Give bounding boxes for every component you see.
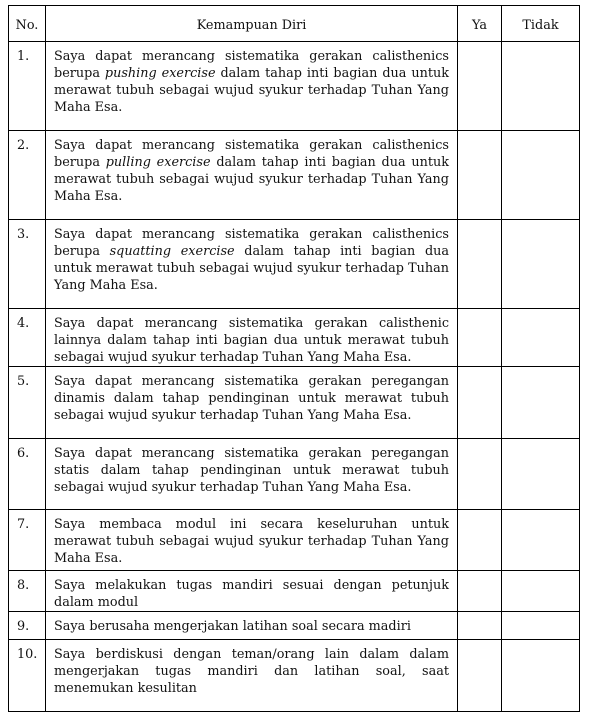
table-row [9, 131, 580, 220]
row-number: 8. [9, 571, 46, 612]
row-description: Saya dapat merancang sistematika gerakan peregangan statis dalam tahap pendinginan untuk merawat tubuh sebagai wujud syukur terhadap Tuhan Yang Maha Esa. [46, 439, 458, 510]
row-number: 9. [9, 612, 46, 640]
ya-cell[interactable] [458, 131, 502, 220]
table-row [9, 367, 580, 439]
table-row [9, 612, 580, 640]
tidak-cell[interactable] [502, 42, 580, 131]
tidak-cell[interactable] [502, 439, 580, 510]
table-header-row [9, 6, 580, 42]
row-description: Saya melakukan tugas mandiri sesuai dengan petunjuk dalam modul [46, 571, 458, 612]
row-description: Saya dapat merancang sistematika gerakan peregangan dinamis dalam tahap pendinginan untuk merawat tubuh sebagai wujud syukur terhadap Tuhan Yang Maha Esa. [46, 367, 458, 439]
row-description: Saya dapat merancang sistematika gerakan calisthenics berupa pulling exercise dalam tahap inti bagian dua untuk merawat tubuh sebagai wujud syukur terhadap Tuhan Yang Maha Esa. [46, 131, 458, 220]
row-description: Saya berdiskusi dengan teman/orang lain dalam dalam mengerjakan tugas mandiri dan latihan soal, saat menemukan kesulitan [46, 640, 458, 712]
row-number: 7. [9, 510, 46, 571]
tidak-cell[interactable] [502, 131, 580, 220]
ya-cell[interactable] [458, 612, 502, 640]
ya-cell[interactable] [458, 309, 502, 367]
row-description: Saya berusaha mengerjakan latihan soal secara madiri [46, 612, 458, 640]
row-number: 1. [9, 42, 46, 131]
row-number: 10. [9, 640, 46, 712]
header-ya: Ya [458, 6, 502, 42]
table-row [9, 309, 580, 367]
ya-cell[interactable] [458, 42, 502, 131]
ya-cell[interactable] [458, 220, 502, 309]
self-assessment-table [8, 5, 580, 712]
tidak-cell[interactable] [502, 571, 580, 612]
table-row [9, 439, 580, 510]
ya-cell[interactable] [458, 367, 502, 439]
header-kemampuan-diri: Kemampuan Diri [46, 6, 458, 42]
table-row [9, 510, 580, 571]
table-row [9, 220, 580, 309]
row-number: 6. [9, 439, 46, 510]
ya-cell[interactable] [458, 439, 502, 510]
row-description: Saya membaca modul ini secara keseluruhan untuk merawat tubuh sebagai wujud syukur terhadap Tuhan Yang Maha Esa. [46, 510, 458, 571]
row-number: 3. [9, 220, 46, 309]
row-number: 4. [9, 309, 46, 367]
tidak-cell[interactable] [502, 220, 580, 309]
table-row [9, 571, 580, 612]
tidak-cell[interactable] [502, 510, 580, 571]
row-number: 2. [9, 131, 46, 220]
ya-cell[interactable] [458, 571, 502, 612]
table-row [9, 640, 580, 712]
row-description: Saya dapat merancang sistematika gerakan calisthenics berupa squatting exercise dalam tahap inti bagian dua untuk merawat tubuh sebagai wujud syukur terhadap Tuhan Yang Maha Esa. [46, 220, 458, 309]
tidak-cell[interactable] [502, 367, 580, 439]
row-number: 5. [9, 367, 46, 439]
row-description: Saya dapat merancang sistematika gerakan calisthenics berupa pushing exercise dalam tahap inti bagian dua untuk merawat tubuh sebagai wujud syukur terhadap Tuhan Yang Maha Esa. [46, 42, 458, 131]
tidak-cell[interactable] [502, 640, 580, 712]
tidak-cell[interactable] [502, 309, 580, 367]
header-no: No. [9, 6, 46, 42]
table-row [9, 42, 580, 131]
header-tidak: Tidak [502, 6, 580, 42]
ya-cell[interactable] [458, 640, 502, 712]
tidak-cell[interactable] [502, 612, 580, 640]
ya-cell[interactable] [458, 510, 502, 571]
row-description: Saya dapat merancang sistematika gerakan calisthenic lainnya dalam tahap inti bagian dua untuk merawat tubuh sebagai wujud syukur terhadap Tuhan Yang Maha Esa. [46, 309, 458, 367]
